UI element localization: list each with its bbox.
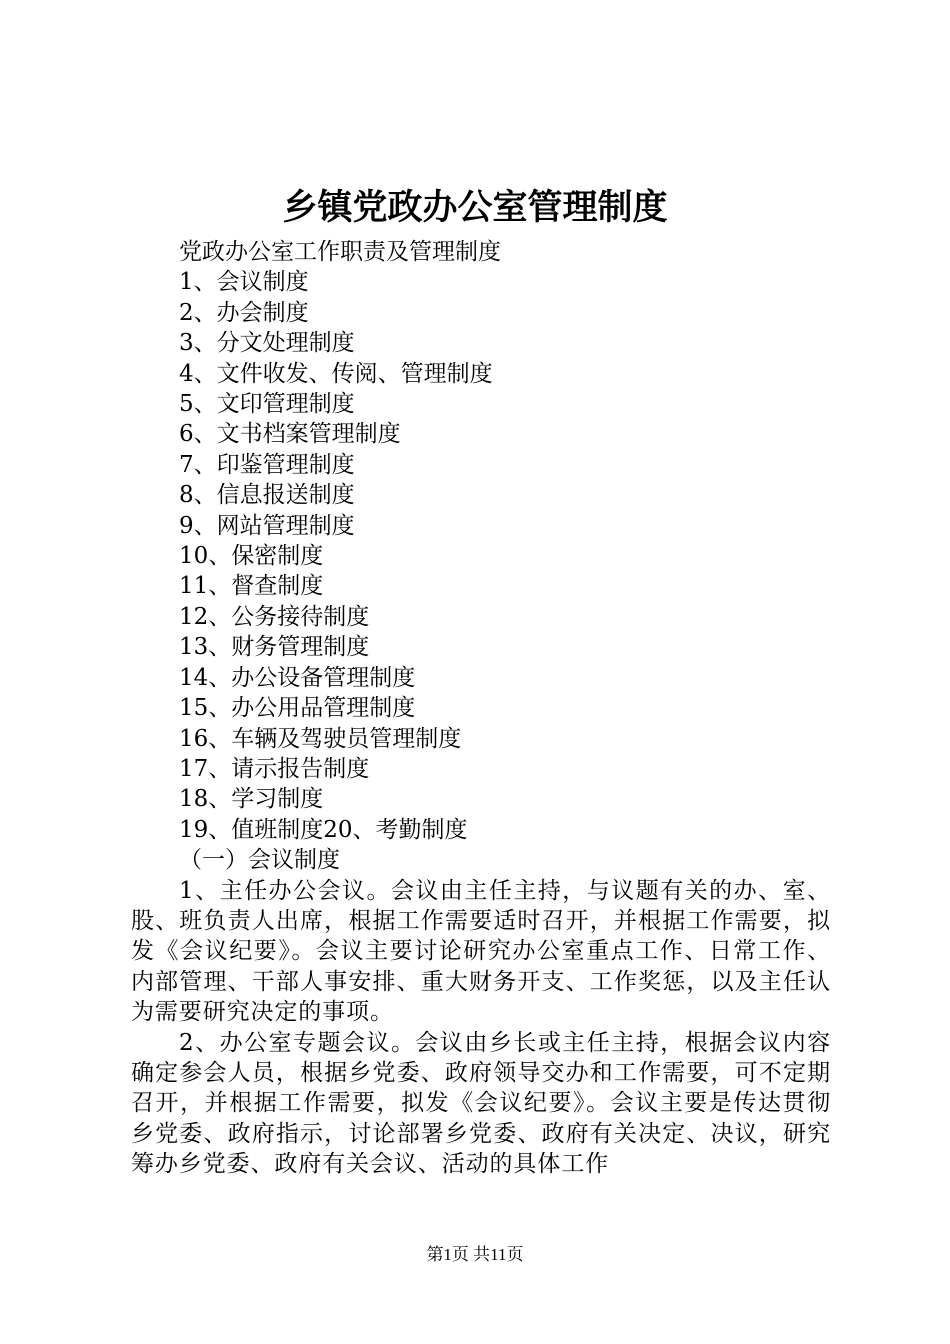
document-subtitle: 党政办公室工作职责及管理制度	[179, 239, 501, 265]
list-item: 14、办公设备管理制度	[179, 664, 416, 691]
list-item: 2、办会制度	[179, 299, 309, 326]
list-item: 17、请示报告制度	[179, 755, 370, 782]
list-item: 7、印鉴管理制度	[179, 451, 355, 478]
page-footer: 第1页 共11页	[426, 1245, 524, 1264]
list-item: 4、文件收发、传阅、管理制度	[179, 360, 493, 387]
list-item: 15、办公用品管理制度	[179, 695, 416, 722]
document-body	[131, 237, 831, 1180]
list-item: 8、信息报送制度	[179, 482, 355, 509]
body-paragraph: 1、主任办公会议。会议由主任主持，与议题有关的办、室、股、班负责人出席，根据工作需要适时召开，并根据工作需要，拟发《会议纪要》。会议主要讨论研究办公室重点工作、日常工作、内部管理、干部人事安排、重大财务开支、工作奖惩，以及主任认为需要研究决定的事项。	[131, 877, 831, 1026]
body-paragraph: 2、办公室专题会议。会议由乡长或主任主持，根据会议内容确定参会人员，根据乡党委、政府领导交办和工作需要，可不定期召开，并根据工作需要，拟发《会议纪要》。会议主要是传达贯彻乡党委、政府指示，讨论部署乡党委、政府有关决定、决议，研究筹办乡党委、政府有关会议、活动的具体工作	[131, 1029, 831, 1178]
regulation-list	[131, 267, 831, 845]
list-item: 19、值班制度20、考勤制度	[179, 816, 468, 843]
document-title: 乡镇党政办公室管理制度	[282, 187, 668, 228]
list-item: 12、公务接待制度	[179, 603, 370, 630]
list-item: 16、车辆及驾驶员管理制度	[179, 725, 462, 752]
list-item: 6、文书档案管理制度	[179, 421, 401, 448]
section-heading: （一）会议制度	[179, 847, 340, 874]
list-item: 11、督查制度	[179, 573, 324, 600]
list-item: 1、会议制度	[179, 269, 309, 296]
list-item: 5、文印管理制度	[179, 391, 355, 418]
list-item: 18、学习制度	[179, 786, 324, 813]
list-item: 10、保密制度	[179, 543, 324, 570]
list-item: 3、分文处理制度	[179, 330, 355, 357]
list-item: 9、网站管理制度	[179, 512, 355, 539]
list-item: 13、财务管理制度	[179, 634, 370, 661]
